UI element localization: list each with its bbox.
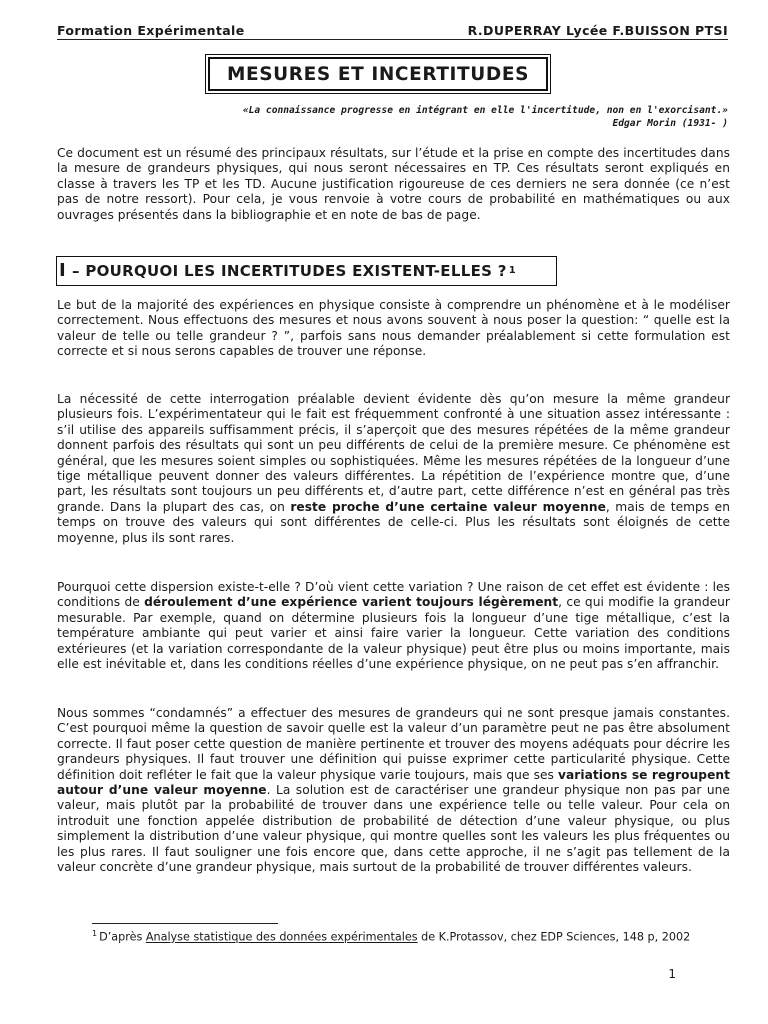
paragraph-2 [57,392,730,546]
p3-before: Pourquoi cette dispersion existe-t-elle ? D’où vient cette variation ? Une raison de cet effet est évidente : les conditions de [57,580,730,610]
footnote-suffix: de K.Protassov, chez EDP Sciences, 148 p, 2002 [417,930,691,944]
p2-before: La nécessité de cette interrogation préalable devient évidente dès qu’on mesure la même grandeur plusieurs fois. L’expérimentateur qui le fait est fréquemment confronté à une situation assez intéressante : s’il utilise des appareils suffisamment précis, il s’aperçoit que des mesures répétées de la même grandeur donnent parfois des résultats qui sont un peu différents de celui de la première mesure. Ce phénomène est général, que les mesures soient simples ou sophistiquées. Même les mesures répétées de la longueur d’une tige métallique peuvent donner des valeurs différentes. La répétition de l’expérience montre que, d’une part, les résultats sont toujours un peu différents et, d’autre part, cette différence n’est en général pas très grande. Dans la plupart des cas, on [57,392,730,514]
paragraph-3 [57,580,730,672]
footnote-number: 1 [92,929,98,938]
epigraph-text: «La connaissance progresse en intégrant en elle l'incertitude, non en l'exorcisant.» [242,105,728,116]
header-left: Formation Expérimentale [57,23,245,38]
paragraph-4 [57,706,730,875]
header-right: R.DUPERRAY Lycée F.BUISSON PTSI [467,23,728,38]
document-title: MESURES ET INCERTITUDES [208,57,548,91]
section-number: I [59,260,66,281]
section-title-text: – POURQUOI LES INCERTITUDES EXISTENT-ELLES ? [72,261,507,280]
footnote-reference-title: Analyse statistique des données expérimentales [145,930,418,944]
paragraph-1: Le but de la majorité des expériences en physique consiste à comprendre un phénomène et à le modéliser correctement. Nous effectuons des mesures et nous avons souvent à nous poser la question: “ quelle est la valeur de telle ou telle grandeur ? ”, parfois sans nous demander préalablement si cette formulation est correcte et si nous serons capables de trouver une réponse. [57,298,730,359]
footnote-prefix: D’après [99,930,146,944]
p3-bold: déroulement d’une expérience varient toujours légèrement [144,595,559,610]
p4-before: Nous sommes “condamnés” a effectuer des mesures de grandeurs qui ne sont presque jamais constantes. C’est pourquoi même la question de savoir quelle est la valeur d’un paramètre peut ne pas être absolument correcte. Il faut poser cette question de manière pertinente et trouver des moyens adéquats pour décrire les grandeurs physiques. Il faut trouver une définition qui puisse exprimer cette particularité physique. Cette définition doit refléter le fait que la valeur physique varie toujours, mais que ses [57,706,730,782]
section-1-title [57,258,524,283]
p2-after: , mais de temps en temps on trouve des valeurs qui sont différentes de celle-ci. Plus les résultats sont éloignés de cette moyenne, plus ils sont rares. [57,499,730,545]
intro-paragraph: Ce document est un résumé des principaux résultats, sur l’étude et la prise en compte des incertitudes dans la mesure de grandeurs physiques, qui nous seront nécessaires en TP. Ces résultats seront expliqués en classe à travers les TP et les TD. Aucune justification rigoureuse de ces derniers ne sera donnée (ce n’est pas de notre ressort). Pour cela, je vous renvoie à votre cours de probabilité en mathématiques ou aux ouvrages présentés dans la bibliographie et en note de bas de page. [57,146,730,222]
page-header [57,23,728,40]
footnote [92,929,690,944]
p4-after: . La solution est de caractériser une grandeur physique non pas par une valeur, mais plutôt par la probabilité de trouver dans une expérience telle ou telle valeur. Pour cela on introduit une fonction appelée distribution de probabilité de détection d’une valeur physique, ou plus simplement la distribution d’une valeur physique, qui montre quelles sont les valeurs les plus fréquentes ou les plus rares. Il faut souligner une fois encore que, dans cette approche, il ne s’agit pas tellement de la valeur concrète d’une grandeur physique, mais surtout de la probabilité de trouver différentes valeurs. [57,783,730,875]
p4-bold: variations se regroupent autour d’une valeur moyenne [57,767,730,798]
footnote-mark[interactable]: 1 [508,265,517,276]
page-number: 1 [668,967,676,981]
p2-bold: reste proche d’une certaine valeur moyenne [290,499,606,514]
epigraph-author: Edgar Morin (1931- ) [612,118,728,129]
footnote-divider [92,923,278,924]
p3-after: , ce qui modifie la grandeur mesurable. Par exemple, quand on détermine plusieurs fois la longueur d’une tige métallique, c’est la température ambiante qui peut varier et ainsi faire varier la longueur. Cette variation des conditions extérieures (et la variation correspondante de la valeur physique) peut être plus ou moins importante, mais elle est inévitable et, dans les conditions réelles d’une expérience physique, on ne peut pas s’en affranchir. [57,595,730,672]
epigraph [243,104,728,130]
